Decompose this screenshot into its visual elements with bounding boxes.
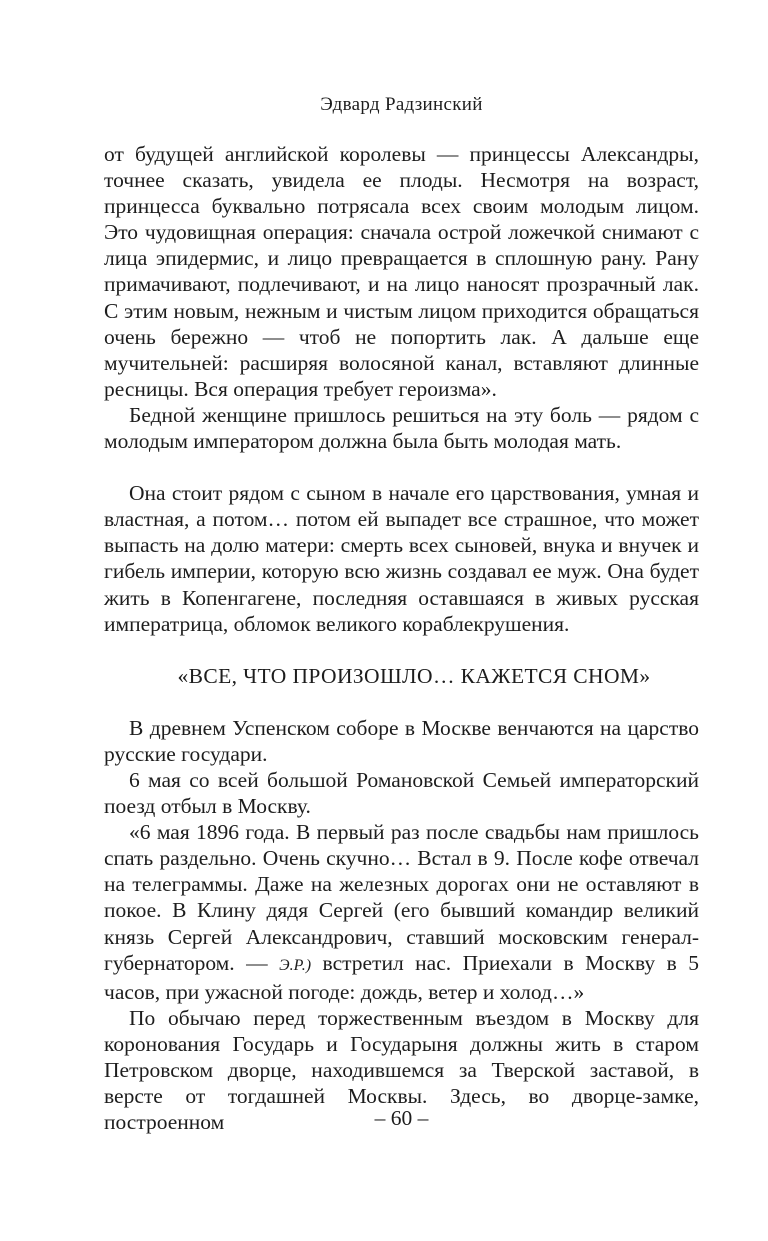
paragraph: 6 мая со всей большой Романовской Семьей императорский поезд отбыл в Москву. — [104, 767, 699, 819]
diary-quote-text: «6 мая 1896 года. В первый раз после свадьбы нам пришлось спать раздельно. Очень скучно… Встал в 9. После кофе отвечал на телеграммы. Даже на железных дорогах они не оставляют в покое. В Клину дядя Сергей (его бывший командир великий князь Сергей Александрович, ставший московским генерал-губернатором. — — [104, 820, 699, 975]
section-gap-before — [104, 637, 699, 663]
section-title: «ВСЕ, ЧТО ПРОИЗОШЛО… КАЖЕТСЯ СНОМ» — [177, 663, 651, 688]
paragraph: По обычаю перед торжественным въездом в Москву для коронования Государь и Государыня должны жить в старом Петровском дворце, находившемся за Тверской заставой, в версте от тогдашней Москвы. Здесь, во дворце-замке, построенном — [104, 1005, 699, 1135]
section-gap-after — [104, 689, 699, 715]
paragraph: Она стоит рядом с сыном в начале его царствования, умная и властная, а потом… потом ей выпадет все страшное, что может выпасть на долю матери: смерть всех сыновей, внука и внучек и гибель империи, которую всю жизнь создавал ее муж. Она будет жить в Копенгагене, последняя оставшаяся в живых русская императрица, обломок великого кораблекрушения. — [104, 481, 699, 636]
page-number: – 60 – — [374, 1106, 429, 1130]
paragraph: Бедной женщине пришлось решиться на эту боль — рядом с молодым императором должна была быть молодая мать. — [104, 402, 699, 454]
diary-quote-text-end: встретил нас. Приехали в Москву в 5 часов, при ужасной погоде: дождь, ветер и холод…» — [104, 950, 699, 1004]
diary-quote — [104, 819, 699, 1005]
paragraph-continuation: от будущей английской королевы — принцессы Александры, точнее сказать, увидела ее плоды. Несмотря на возраст, принцесса буквально потрясала всех своим молодым лицом. Это чудовищная операция: сначала острой ложечкой снимают с лица эпидермис, и лицо превращается в сплошную рану. Рану примачивают, подлечивают, и на лицо наносят прозрачный лак. С этим новым, нежным и чистым лицом приходится обращаться очень бережно — чтоб не попортить лак. А дальше еще мучительней: расширяя волосяной канал, вставляют длинные ресницы. Вся операция требует героизма». — [104, 142, 699, 401]
author-note: Э.Р.) — [279, 956, 312, 974]
page-body — [104, 141, 699, 1135]
paragraph-gap — [104, 454, 699, 480]
running-head: Эдвард Радзинский — [320, 94, 483, 115]
paragraph: В древнем Успенском соборе в Москве венчаются на царство русские государи. — [104, 715, 699, 766]
